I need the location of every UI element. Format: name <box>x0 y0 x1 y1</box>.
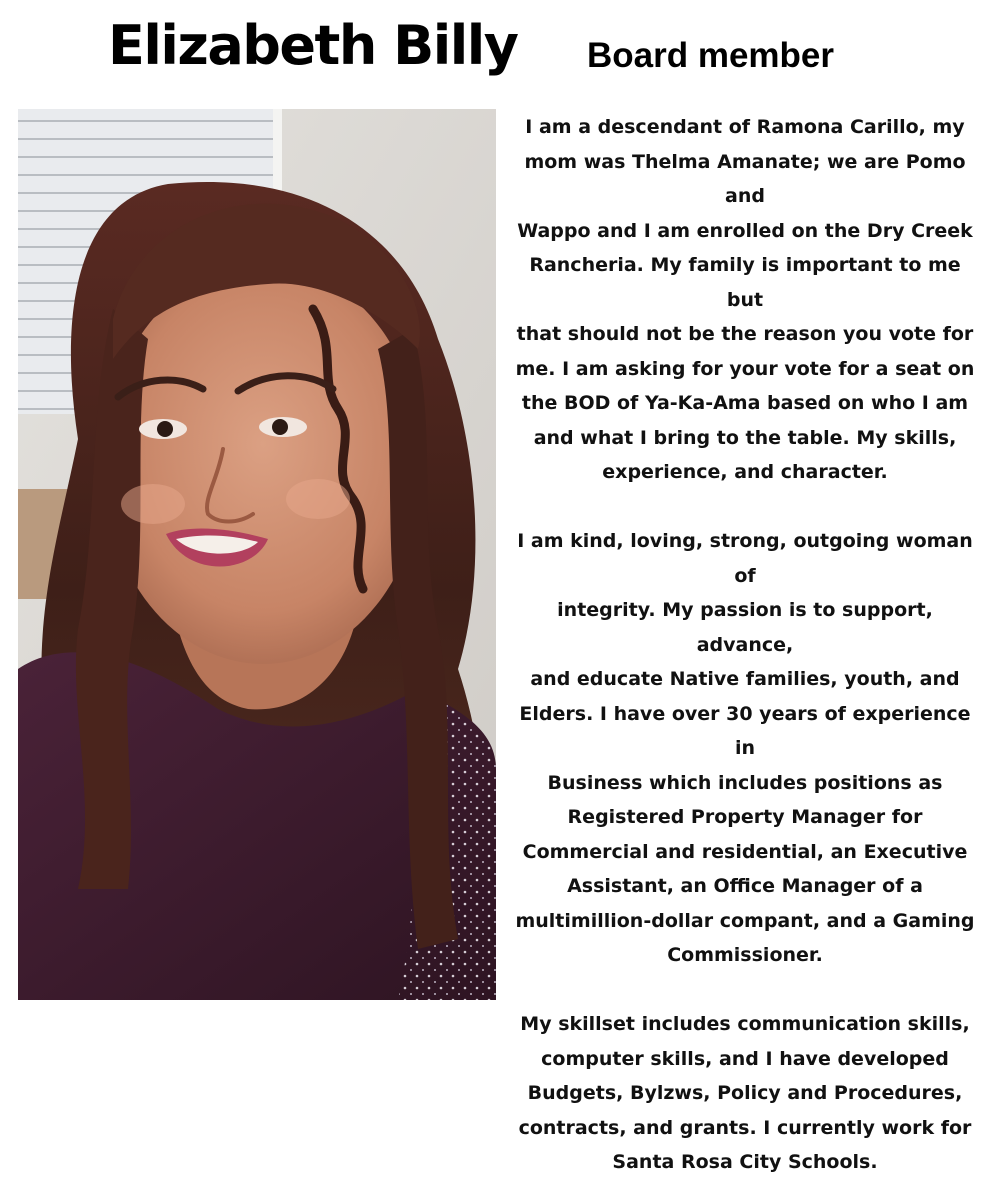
candidate-photo <box>18 109 496 1000</box>
candidate-role: Board member <box>587 36 835 75</box>
bio-paragraph-experience: I am kind, loving, strong, outgoing woman of integrity. My passion is to support, advance, and educate Native families, youth, and Elders. I have over 30 years of experience in Business which includes positions as Registered Property Manager for Commercial and residential, an Executive Assistant, an Office Manager of a multimillion-dollar compant, and a Gaming Commissioner. <box>515 530 975 966</box>
candidate-name: Elizabeth Billy <box>108 14 518 77</box>
face <box>103 264 423 664</box>
bio-paragraph-skills: My skillset includes communication skills, computer skills, and I have developed Budgets, Bylzws, Policy and Procedures, contracts, and grants. I currently work for Santa Rosa City Schools. <box>518 1013 972 1173</box>
candidate-bio <box>508 110 982 1180</box>
bio-paragraph-heritage: I am a descendant of Ramona Carillo, my mom was Thelma Amanate; we are Pomo and Wappo and I am enrolled on the Dry Creek Rancheria. My family is important to me but that should not be the reason you vote for me. I am asking for your vote for a seat on the BOD of Ya-Ka-Ama based on who I am and what I bring to the table. My skills, experience, and character. <box>515 116 975 483</box>
